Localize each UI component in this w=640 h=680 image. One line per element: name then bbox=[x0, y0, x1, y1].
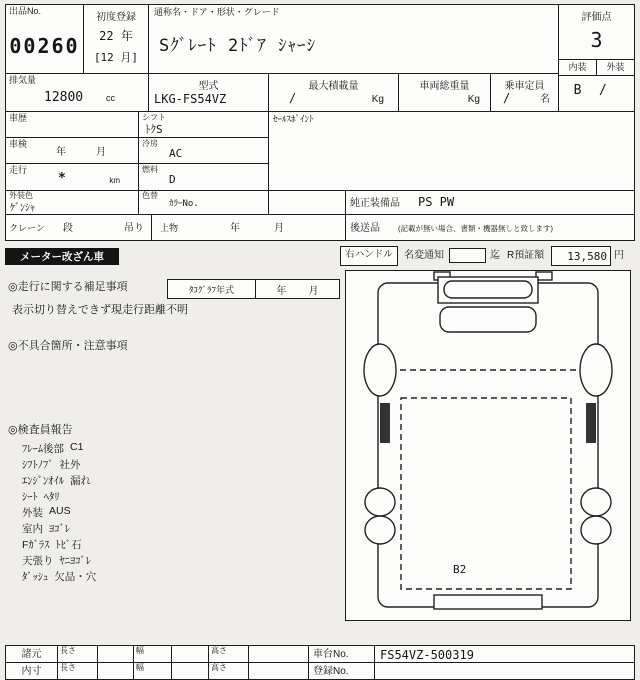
spec-height-value-cell bbox=[248, 645, 309, 663]
capacity-cell bbox=[490, 73, 559, 112]
ac-value: AC bbox=[169, 147, 183, 160]
grade-cell bbox=[558, 4, 635, 60]
capacity-label: 乗車定員 bbox=[504, 81, 545, 92]
front-wheel-left bbox=[364, 344, 396, 396]
tachograph-label: ﾀｺｸﾞﾗﾌ年式 bbox=[168, 280, 256, 298]
inner-width-value-cell bbox=[171, 662, 209, 680]
inspection-year-unit: 年 bbox=[56, 147, 66, 158]
crane-unit-dan: 段 bbox=[63, 223, 73, 234]
displacement-value: 12800 bbox=[44, 90, 84, 105]
exterior-color-label: 外装色 bbox=[9, 191, 33, 200]
spec-length-label-cell bbox=[57, 645, 98, 663]
spec-row-label: 諸元 bbox=[21, 649, 42, 660]
height-label: 高さ bbox=[211, 646, 227, 655]
inspector-item bbox=[22, 441, 83, 456]
ac-cell bbox=[138, 137, 269, 164]
inspector-item-note: 漏れ bbox=[70, 475, 91, 487]
width-label: 幅 bbox=[136, 646, 144, 655]
max-load-unit: Kg bbox=[371, 94, 384, 105]
chassis-no-value-cell bbox=[374, 645, 635, 663]
repaint-label: 色替 bbox=[142, 191, 158, 200]
registration-no-label-cell bbox=[308, 662, 375, 680]
right-handle-cell bbox=[340, 246, 398, 266]
rear-wheel-right-2 bbox=[581, 516, 611, 544]
inspector-item-part: 天張り bbox=[22, 555, 54, 567]
crane-label: クレーン bbox=[9, 223, 45, 233]
later-items-label: 後送品 bbox=[350, 223, 380, 234]
gross-weight-label: 車両総重量 bbox=[419, 81, 470, 92]
mileage-cell bbox=[5, 163, 139, 191]
inspector-item-note: ﾍﾀﾘ bbox=[43, 491, 60, 503]
inspector-item bbox=[22, 489, 60, 504]
oem-equipment-value: PS PW bbox=[418, 195, 455, 209]
displacement-label: 排気量 bbox=[9, 75, 37, 85]
vehicle-diagram-panel bbox=[345, 270, 631, 621]
inspector-item bbox=[22, 457, 81, 472]
upper-body-label: 上物 bbox=[160, 223, 179, 233]
crane-cell bbox=[5, 214, 152, 241]
ac-label: 冷房 bbox=[142, 139, 158, 148]
inner-row-label: 内寸 bbox=[21, 666, 42, 677]
displacement-unit: cc bbox=[106, 93, 115, 103]
shift-label: シフト bbox=[142, 113, 166, 122]
upper-body-month-unit: 月 bbox=[274, 223, 284, 234]
sales-point-label: ｾｰﾙｽﾎﾟｲﾝﾄ bbox=[273, 114, 314, 124]
sales-point-extension-cell bbox=[268, 190, 346, 215]
yen-label: 円 bbox=[614, 250, 624, 261]
interior-exterior-cell bbox=[558, 59, 635, 112]
tachograph-value bbox=[256, 280, 339, 298]
mileage-value: * bbox=[58, 171, 66, 186]
max-load-value: / bbox=[289, 91, 297, 105]
spec-width-value-cell bbox=[171, 645, 209, 663]
deposit-amount-box bbox=[551, 246, 611, 266]
inspector-item bbox=[22, 473, 91, 488]
upper-body-year-unit: 年 bbox=[230, 223, 240, 234]
first-registration-month: [12 月] bbox=[93, 51, 139, 64]
inspector-item-part: ｴﾝｼﾞﾝｵｲﾙ bbox=[22, 475, 64, 487]
inspector-item-part: ｼﾌﾄﾉﾌﾞ bbox=[22, 459, 54, 471]
model-code-label: 型式 bbox=[198, 81, 219, 92]
history-cell bbox=[5, 111, 139, 138]
fuel-value: D bbox=[169, 173, 176, 186]
length-label: 長さ bbox=[60, 663, 76, 672]
inner-height-value-cell bbox=[248, 662, 309, 680]
inspector-item-part: ｼｰﾄ bbox=[22, 491, 38, 503]
mileage-label: 走行 bbox=[9, 165, 28, 175]
inner-width-label-cell bbox=[133, 662, 172, 680]
inspection-label: 車検 bbox=[9, 139, 28, 149]
deposit-amount-value: 13,580 bbox=[567, 250, 607, 263]
inspector-item bbox=[22, 553, 91, 568]
chassis-no-label-cell bbox=[308, 645, 375, 663]
truck-top-view-diagram bbox=[346, 271, 629, 619]
interior-exterior-header bbox=[559, 60, 634, 76]
exhibit-no-value: 00260 bbox=[9, 34, 80, 58]
right-handle-label: 右ハンドル bbox=[345, 249, 393, 260]
spec-length-value-cell bbox=[97, 645, 134, 663]
mileage-unit: km bbox=[109, 176, 120, 185]
rear-bumper bbox=[434, 595, 542, 609]
tachograph-year-unit: 年 bbox=[276, 285, 287, 297]
inspection-cell bbox=[5, 137, 139, 164]
length-label: 長さ bbox=[60, 646, 76, 655]
capacity-value: / bbox=[503, 91, 511, 105]
sales-point-cell bbox=[268, 111, 635, 191]
fuel-cell bbox=[138, 163, 269, 191]
displacement-cell bbox=[5, 73, 149, 112]
inspector-item-note: ﾄﾋﾞ石 bbox=[55, 539, 82, 551]
inspector-item-part: ﾌﾚｰﾑ後部 bbox=[22, 443, 64, 455]
oem-equipment-cell bbox=[345, 190, 635, 215]
spec-row-label-cell bbox=[5, 645, 58, 663]
mileage-note-text: 表示切り替えできず現走行距離不明 bbox=[12, 304, 188, 316]
inspector-item-note: 欠品・穴 bbox=[54, 571, 97, 583]
shift-value: ﾄｸS bbox=[145, 123, 163, 136]
gross-weight-unit: Kg bbox=[467, 94, 480, 105]
inspector-item-part: 室内 bbox=[22, 523, 43, 535]
inspector-item-note: C1 bbox=[70, 441, 84, 453]
max-load-label: 最大積載量 bbox=[308, 81, 359, 92]
chassis-no-label: 車台No. bbox=[313, 649, 349, 660]
history-label: 車歴 bbox=[9, 113, 28, 123]
name-change-date-box bbox=[449, 248, 486, 263]
repaint-cell bbox=[138, 190, 269, 215]
name-change-label: 名変通知 bbox=[404, 250, 444, 261]
windshield bbox=[440, 307, 536, 332]
exhibit-no-cell bbox=[5, 4, 84, 74]
tachograph-month-unit: 月 bbox=[308, 285, 319, 297]
first-registration-year: 22 年 bbox=[99, 29, 133, 43]
repaint-value: ｶﾗｰNo. bbox=[169, 199, 199, 209]
tachograph-cell bbox=[167, 279, 340, 299]
rear-wheel-right-1 bbox=[581, 488, 611, 516]
inner-row-label-cell bbox=[5, 662, 58, 680]
later-items-cell bbox=[345, 214, 635, 241]
inner-length-label-cell bbox=[57, 662, 98, 680]
model-code-value: LKG-FS54VZ bbox=[154, 92, 227, 106]
upper-body-cell bbox=[151, 214, 346, 241]
registration-no-label: 登録No. bbox=[313, 666, 349, 677]
inspector-item-note: ﾔﾆﾖｺﾞﾚ bbox=[59, 555, 91, 567]
width-label: 幅 bbox=[136, 663, 144, 672]
mileage-note-title: ◎走行に関する補足事項 bbox=[8, 281, 128, 293]
spec-width-label-cell bbox=[133, 645, 172, 663]
registration-no-value-cell bbox=[374, 662, 635, 680]
gross-weight-cell bbox=[398, 73, 491, 112]
rear-wheel-left-2 bbox=[365, 516, 395, 544]
inspector-item bbox=[22, 569, 96, 584]
meter-tamper-badge: メーター改ざん車 bbox=[5, 248, 119, 265]
vehicle-name-label: 通称名・ドア・形状・グレード bbox=[154, 7, 280, 17]
capacity-unit: 名 bbox=[540, 94, 550, 105]
diagram-marker-b2: B2 bbox=[453, 563, 467, 576]
shift-cell bbox=[138, 111, 269, 138]
oem-equipment-label: 純正装備品 bbox=[350, 198, 400, 209]
fuel-label: 燃料 bbox=[142, 165, 158, 174]
inner-length-value-cell bbox=[97, 662, 134, 680]
inspector-item-note: AUS bbox=[49, 505, 71, 517]
inspector-item-part: ﾀﾞｯｼｭ bbox=[22, 571, 49, 583]
first-registration-label: 初度登録 bbox=[96, 12, 136, 23]
spec-height-label-cell bbox=[208, 645, 249, 663]
exterior-label: 外装 bbox=[596, 60, 634, 75]
cargo-bed-dashed bbox=[401, 398, 571, 589]
model-code-cell bbox=[148, 73, 269, 112]
inspector-item bbox=[22, 537, 82, 552]
interior-grade: B bbox=[573, 83, 582, 98]
grade-value: 3 bbox=[590, 28, 603, 52]
inspector-item-note: 社外 bbox=[59, 459, 81, 471]
chassis-no-value: FS54VZ-500319 bbox=[380, 648, 474, 662]
inspector-item-part: Fｶﾞﾗｽ bbox=[22, 539, 50, 551]
interior-label: 内装 bbox=[568, 62, 587, 72]
grade-label: 評価点 bbox=[581, 12, 612, 23]
exterior-grade: / bbox=[599, 83, 607, 98]
inspection-month-unit: 月 bbox=[96, 147, 106, 158]
inspector-report-title: ◎検査員報告 bbox=[8, 424, 73, 436]
until-label: 迄 bbox=[490, 250, 500, 261]
inspector-item bbox=[22, 505, 71, 520]
inspector-item-note: ﾖｺﾞﾚ bbox=[49, 523, 70, 535]
inspector-item-part: 外装 bbox=[22, 507, 43, 519]
rear-wheel-left-1 bbox=[365, 488, 395, 516]
max-load-cell bbox=[268, 73, 399, 112]
height-label: 高さ bbox=[211, 663, 227, 672]
vehicle-name-cell bbox=[148, 4, 559, 74]
crane-unit-tsuri: 吊り bbox=[124, 223, 144, 234]
fuel-tank-left bbox=[380, 403, 390, 443]
front-wheel-right bbox=[580, 344, 612, 396]
first-registration-cell bbox=[83, 4, 149, 74]
exterior-color-cell bbox=[5, 190, 139, 215]
inner-height-label-cell bbox=[208, 662, 249, 680]
deposit-label: R預証額 bbox=[507, 250, 545, 261]
inspector-item bbox=[22, 521, 70, 536]
vehicle-name-value: Sｸﾞﾚｰﾄ 2ﾄﾞｱ ｼｬｰｼ bbox=[159, 36, 316, 56]
later-items-note: (記載が無い場合、書類・機器無しと致します) bbox=[398, 224, 553, 233]
fuel-tank-right bbox=[586, 403, 596, 443]
exterior-color-value: ｹﾞﾝｼｬ bbox=[10, 203, 35, 214]
defect-section-title: ◎不具合箇所・注意事項 bbox=[8, 340, 128, 352]
exhibit-no-label: 出品No. bbox=[9, 6, 42, 16]
